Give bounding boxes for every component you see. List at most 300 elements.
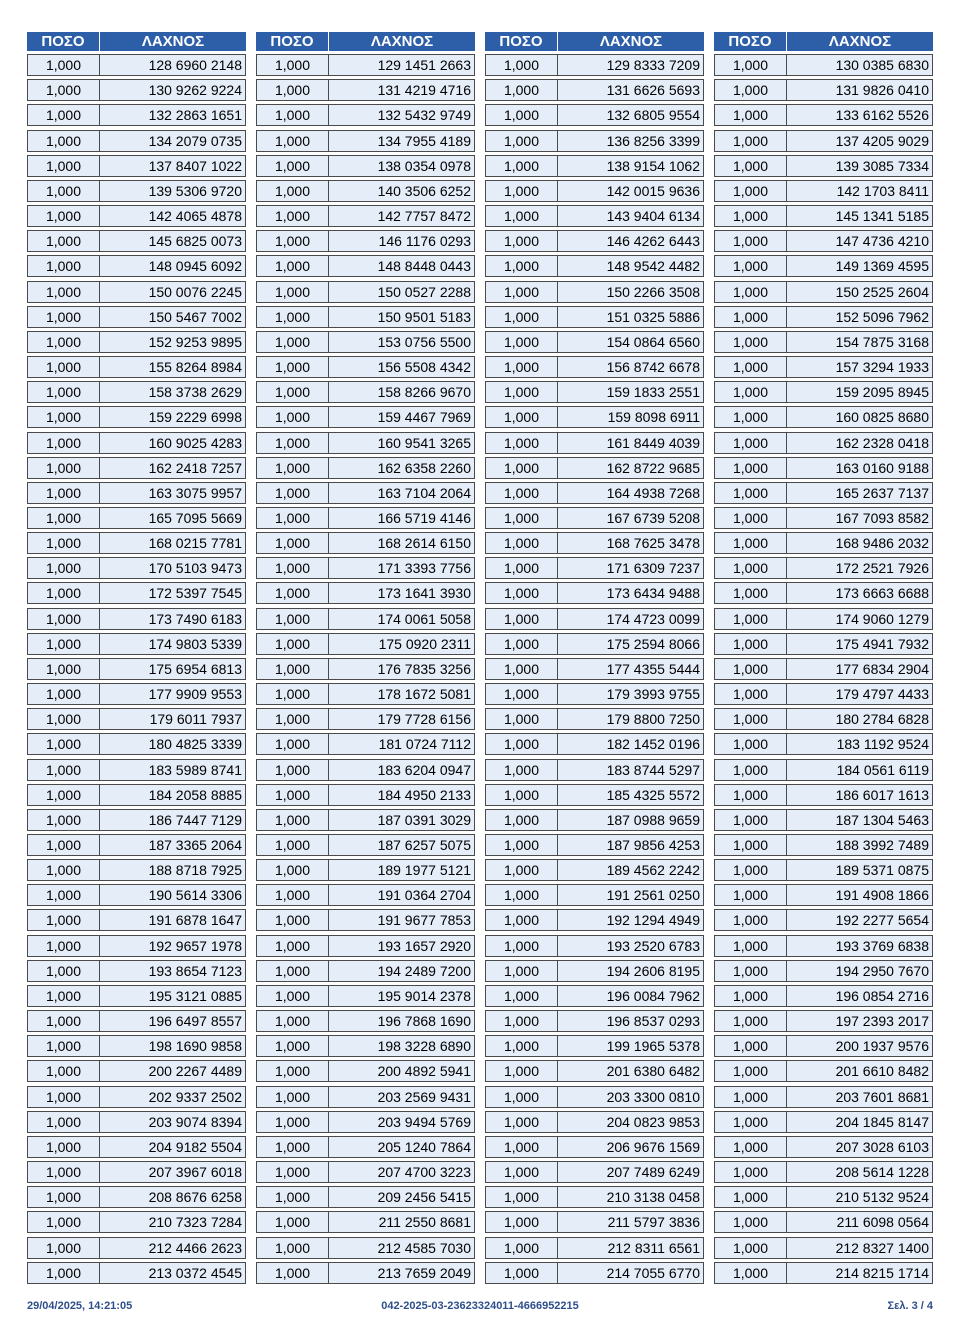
- table-header: [27, 32, 246, 51]
- amount-cell: 1,000: [486, 986, 558, 1006]
- amount-cell: 1,000: [486, 1212, 558, 1232]
- amount-cell: 1,000: [28, 760, 100, 780]
- lottery-number-cell: 159 4467 7969: [377, 409, 471, 426]
- lottery-number-cell: 207 4700 3223: [377, 1164, 471, 1181]
- table-row: [27, 1111, 246, 1133]
- lottery-number-cell: 185 4325 5572: [606, 786, 700, 803]
- table-row: [714, 935, 933, 957]
- table-row: [256, 608, 475, 630]
- amount-cell: 1,000: [715, 1087, 787, 1107]
- lottery-number-cell: 159 1833 2551: [606, 384, 700, 401]
- table-row: [485, 482, 704, 504]
- table-row: [256, 1161, 475, 1183]
- table-row: [256, 708, 475, 730]
- lottery-number-cell: 180 2784 6828: [835, 711, 929, 728]
- amount-cell: 1,000: [715, 885, 787, 905]
- lottery-number-cell: 175 6954 6813: [148, 660, 242, 677]
- lottery-number-cell: 214 8215 1714: [835, 1264, 929, 1281]
- amount-cell: 1,000: [715, 508, 787, 528]
- amount-cell: 1,000: [715, 407, 787, 427]
- table-row: [27, 809, 246, 831]
- lottery-number-cell: 150 0527 2288: [377, 283, 471, 300]
- amount-cell: 1,000: [257, 1137, 329, 1157]
- amount-cell: 1,000: [28, 986, 100, 1006]
- lottery-number-cell: 175 2594 8066: [606, 635, 700, 652]
- lottery-number-cell: 160 0825 8680: [835, 409, 929, 426]
- amount-cell: 1,000: [28, 206, 100, 226]
- amount-cell: 1,000: [257, 1061, 329, 1081]
- lottery-number-cell: 131 6626 5693: [606, 82, 700, 99]
- lottery-number-cell: 158 8266 9670: [377, 384, 471, 401]
- table-row: [27, 230, 246, 252]
- amount-cell: 1,000: [28, 1011, 100, 1031]
- table-row: [485, 658, 704, 680]
- amount-cell: 1,000: [715, 760, 787, 780]
- table-row: [485, 759, 704, 781]
- lottery-number-cell: 190 5614 3306: [148, 887, 242, 904]
- amount-cell: 1,000: [715, 483, 787, 503]
- amount-cell: 1,000: [257, 1238, 329, 1258]
- amount-cell: 1,000: [28, 1212, 100, 1232]
- amount-cell: 1,000: [28, 80, 100, 100]
- lottery-number-cell: 201 6380 6482: [606, 1063, 700, 1080]
- amount-cell: 1,000: [486, 55, 558, 75]
- amount-cell: 1,000: [28, 55, 100, 75]
- table-row: [714, 809, 933, 831]
- lottery-number-cell: 165 2637 7137: [835, 484, 929, 501]
- table-row: [27, 960, 246, 982]
- lottery-number-cell: 132 5432 9749: [377, 107, 471, 124]
- table-row: [485, 1186, 704, 1208]
- amount-cell: 1,000: [28, 433, 100, 453]
- table-row: [714, 1111, 933, 1133]
- amount-cell: 1,000: [715, 961, 787, 981]
- lottery-number-cell: 163 7104 2064: [377, 484, 471, 501]
- lottery-number-cell: 207 3028 6103: [835, 1138, 929, 1155]
- lottery-number-cell: 193 3769 6838: [835, 937, 929, 954]
- header-amount: ΠΟΣΟ: [714, 32, 787, 51]
- table-row: [256, 432, 475, 454]
- table-row: [27, 482, 246, 504]
- table-row: [256, 935, 475, 957]
- table-row: [256, 532, 475, 554]
- table-row: [256, 230, 475, 252]
- lottery-number-cell: 211 6098 0564: [836, 1214, 929, 1231]
- table-row: [714, 482, 933, 504]
- amount-cell: 1,000: [715, 1011, 787, 1031]
- amount-cell: 1,000: [28, 105, 100, 125]
- table-row: [485, 432, 704, 454]
- lottery-number-cell: 183 6204 0947: [377, 761, 471, 778]
- lottery-number-cell: 204 0823 9853: [606, 1113, 700, 1130]
- amount-cell: 1,000: [715, 860, 787, 880]
- table-header: [485, 32, 704, 51]
- amount-cell: 1,000: [28, 936, 100, 956]
- table-row: [714, 180, 933, 202]
- amount-cell: 1,000: [486, 382, 558, 402]
- lottery-number-cell: 181 0724 7112: [378, 736, 471, 753]
- table-row: [27, 79, 246, 101]
- amount-cell: 1,000: [715, 357, 787, 377]
- amount-cell: 1,000: [715, 1061, 787, 1081]
- header-amount: ΠΟΣΟ: [256, 32, 329, 51]
- lottery-number-cell: 200 2267 4489: [148, 1063, 242, 1080]
- amount-cell: 1,000: [715, 1263, 787, 1283]
- lottery-number-cell: 187 3365 2064: [148, 837, 242, 853]
- amount-cell: 1,000: [486, 1137, 558, 1157]
- lottery-number-cell: 202 9337 2502: [148, 1088, 242, 1105]
- amount-cell: 1,000: [715, 181, 787, 201]
- amount-cell: 1,000: [715, 910, 787, 930]
- lottery-number-cell: 191 0364 2704: [377, 887, 471, 904]
- amount-cell: 1,000: [257, 986, 329, 1006]
- header-lottery-number: ΛΑΧΝΟΣ: [828, 33, 892, 50]
- table-row: [485, 230, 704, 252]
- table-row: [27, 54, 246, 76]
- lottery-number-cell: 136 8256 3399: [606, 132, 700, 149]
- table-row: [27, 633, 246, 655]
- table-row: [714, 1186, 933, 1208]
- lottery-number-cell: 210 5132 9524: [835, 1189, 929, 1206]
- table-row: [714, 1060, 933, 1082]
- amount-cell: 1,000: [715, 936, 787, 956]
- amount-cell: 1,000: [486, 105, 558, 125]
- amount-cell: 1,000: [486, 1011, 558, 1031]
- amount-cell: 1,000: [28, 734, 100, 754]
- table-row: [714, 79, 933, 101]
- amount-cell: 1,000: [486, 910, 558, 930]
- lottery-number-cell: 159 2095 8945: [835, 384, 929, 401]
- amount-cell: 1,000: [486, 885, 558, 905]
- lottery-number-cell: 142 1703 8411: [836, 182, 929, 199]
- lottery-number-cell: 168 9486 2032: [835, 535, 929, 552]
- lottery-number-cell: 168 2614 6150: [377, 535, 471, 552]
- table-row: [485, 1111, 704, 1133]
- table-row: [714, 532, 933, 554]
- table-row: [485, 960, 704, 982]
- table-row: [714, 834, 933, 856]
- amount-cell: 1,000: [28, 785, 100, 805]
- table-row: [256, 482, 475, 504]
- amount-cell: 1,000: [28, 156, 100, 176]
- amount-cell: 1,000: [257, 181, 329, 201]
- amount-cell: 1,000: [28, 307, 100, 327]
- lottery-number-cell: 189 4562 2242: [606, 862, 700, 879]
- lottery-number-cell: 167 6739 5208: [606, 509, 700, 526]
- table-row: [714, 1136, 933, 1158]
- table-row: [485, 708, 704, 730]
- table-row: [485, 281, 704, 303]
- amount-cell: 1,000: [257, 332, 329, 352]
- table-row: [714, 960, 933, 982]
- table-row: [256, 557, 475, 579]
- amount-cell: 1,000: [28, 483, 100, 503]
- table-row: [27, 1237, 246, 1259]
- amount-cell: 1,000: [28, 1263, 100, 1283]
- lottery-number-cell: 195 9014 2378: [377, 987, 471, 1004]
- lottery-number-cell: 200 4892 5941: [377, 1063, 471, 1080]
- amount-cell: 1,000: [715, 307, 787, 327]
- table-row: [256, 281, 475, 303]
- amount-cell: 1,000: [486, 659, 558, 679]
- amount-cell: 1,000: [28, 910, 100, 930]
- table-row: [27, 834, 246, 856]
- amount-cell: 1,000: [257, 961, 329, 981]
- lottery-number-cell: 194 2489 7200: [377, 962, 471, 979]
- table-row: [27, 1211, 246, 1233]
- amount-cell: 1,000: [257, 483, 329, 503]
- lottery-number-cell: 172 5397 7545: [148, 585, 242, 602]
- amount-cell: 1,000: [257, 1036, 329, 1056]
- table-row: [27, 155, 246, 177]
- lottery-number-cell: 193 2520 6783: [606, 937, 700, 954]
- amount-cell: 1,000: [28, 1187, 100, 1207]
- lottery-number-cell: 153 0756 5500: [377, 333, 471, 350]
- table-row: [27, 733, 246, 755]
- lottery-number-cell: 212 8327 1400: [835, 1239, 929, 1256]
- table-row: [485, 306, 704, 328]
- amount-cell: 1,000: [257, 760, 329, 780]
- amount-cell: 1,000: [715, 583, 787, 603]
- lottery-number-cell: 211 5797 3836: [607, 1214, 700, 1231]
- table-row: [714, 708, 933, 730]
- table-row: [27, 784, 246, 806]
- lottery-number-cell: 211 2550 8681: [378, 1214, 471, 1231]
- lottery-number-cell: 171 6309 7237: [606, 560, 700, 577]
- amount-cell: 1,000: [257, 936, 329, 956]
- table-row: [27, 457, 246, 479]
- amount-cell: 1,000: [28, 609, 100, 629]
- amount-cell: 1,000: [28, 256, 100, 276]
- amount-cell: 1,000: [486, 860, 558, 880]
- lottery-number-cell: 143 9404 6134: [606, 208, 700, 225]
- amount-cell: 1,000: [715, 332, 787, 352]
- lottery-number-cell: 179 3993 9755: [606, 686, 700, 703]
- lottery-number-cell: 204 1845 8147: [835, 1113, 929, 1130]
- amount-cell: 1,000: [715, 156, 787, 176]
- amount-cell: 1,000: [486, 156, 558, 176]
- amount-cell: 1,000: [257, 1263, 329, 1283]
- lottery-number-cell: 186 6017 1613: [835, 786, 929, 803]
- amount-cell: 1,000: [257, 407, 329, 427]
- amount-cell: 1,000: [257, 533, 329, 553]
- table-row: [256, 381, 475, 403]
- table-row: [256, 633, 475, 655]
- lottery-number-cell: 170 5103 9473: [148, 560, 242, 577]
- lottery-number-cell: 130 9262 9224: [148, 82, 242, 99]
- lottery-number-cell: 191 6878 1647: [148, 912, 242, 929]
- lottery-number-cell: 129 1451 2663: [377, 57, 471, 74]
- amount-cell: 1,000: [28, 181, 100, 201]
- lottery-number-cell: 205 1240 7864: [377, 1138, 471, 1155]
- amount-cell: 1,000: [28, 533, 100, 553]
- lottery-number-cell: 212 4585 7030: [377, 1239, 471, 1256]
- table-row: [714, 759, 933, 781]
- amount-cell: 1,000: [715, 558, 787, 578]
- lottery-number-cell: 162 8722 9685: [606, 459, 700, 476]
- table-row: [256, 683, 475, 705]
- lottery-number-cell: 179 6011 7937: [149, 711, 242, 728]
- lottery-number-cell: 150 2266 3508: [606, 283, 700, 300]
- table-row: [256, 205, 475, 227]
- table-row: [485, 809, 704, 831]
- table-row: [27, 1010, 246, 1032]
- table-row: [256, 54, 475, 76]
- lottery-number-cell: 208 5614 1228: [835, 1164, 929, 1181]
- amount-cell: 1,000: [28, 1061, 100, 1081]
- lottery-number-cell: 145 1341 5185: [835, 208, 929, 225]
- table-row: [27, 1136, 246, 1158]
- lottery-number-cell: 212 4466 2623: [148, 1239, 242, 1256]
- table-row: [714, 909, 933, 931]
- amount-cell: 1,000: [715, 105, 787, 125]
- table-row: [27, 432, 246, 454]
- table-row: [27, 1086, 246, 1108]
- amount-cell: 1,000: [257, 709, 329, 729]
- lottery-number-cell: 130 0385 6830: [835, 57, 929, 74]
- amount-cell: 1,000: [486, 332, 558, 352]
- lottery-number-cell: 198 1690 9858: [148, 1038, 242, 1055]
- table-row: [27, 658, 246, 680]
- lottery-number-cell: 166 5719 4146: [377, 509, 471, 526]
- lottery-number-cell: 163 0160 9188: [835, 459, 929, 476]
- amount-cell: 1,000: [486, 609, 558, 629]
- amount-cell: 1,000: [715, 80, 787, 100]
- lottery-number-cell: 159 2229 6998: [148, 409, 242, 426]
- table-row: [27, 1161, 246, 1183]
- header-lottery-number: ΛΑΧΝΟΣ: [599, 33, 663, 50]
- amount-cell: 1,000: [715, 1187, 787, 1207]
- lottery-number-cell: 174 4723 0099: [606, 610, 700, 627]
- table-row: [485, 733, 704, 755]
- amount-cell: 1,000: [486, 835, 558, 855]
- table-row: [714, 54, 933, 76]
- amount-cell: 1,000: [486, 483, 558, 503]
- page-number: Σελ. 3 / 4: [887, 1300, 933, 1312]
- lottery-number-cell: 150 2525 2604: [835, 283, 929, 300]
- amount-cell: 1,000: [28, 684, 100, 704]
- table-row: [714, 432, 933, 454]
- table-row: [714, 1086, 933, 1108]
- table-row: [27, 608, 246, 630]
- table-row: [27, 507, 246, 529]
- amount-cell: 1,000: [715, 533, 787, 553]
- table-row: [485, 406, 704, 428]
- amount-cell: 1,000: [28, 131, 100, 151]
- table-row: [256, 1010, 475, 1032]
- table-row: [714, 205, 933, 227]
- lottery-number-cell: 196 6497 8557: [148, 1013, 242, 1030]
- lottery-number-cell: 179 7728 6156: [377, 711, 471, 728]
- table-row: [256, 306, 475, 328]
- lottery-number-cell: 192 1294 4949: [606, 912, 700, 929]
- table-row: [714, 281, 933, 303]
- amount-cell: 1,000: [257, 810, 329, 830]
- table-row: [256, 733, 475, 755]
- lottery-number-cell: 163 3075 9957: [148, 484, 242, 501]
- lottery-number-cell: 148 9542 4482: [606, 258, 700, 275]
- amount-cell: 1,000: [486, 785, 558, 805]
- amount-cell: 1,000: [28, 1036, 100, 1056]
- amount-cell: 1,000: [715, 810, 787, 830]
- amount-cell: 1,000: [486, 734, 558, 754]
- amount-cell: 1,000: [715, 282, 787, 302]
- lottery-number-cell: 201 6610 8482: [835, 1063, 929, 1080]
- lottery-number-cell: 193 8654 7123: [148, 962, 242, 979]
- amount-cell: 1,000: [486, 508, 558, 528]
- table-row: [714, 130, 933, 152]
- lottery-number-cell: 187 1304 5463: [835, 811, 929, 828]
- amount-cell: 1,000: [28, 282, 100, 302]
- lottery-number-cell: 149 1369 4595: [835, 258, 929, 275]
- amount-cell: 1,000: [28, 860, 100, 880]
- amount-cell: 1,000: [715, 785, 787, 805]
- table-row: [27, 859, 246, 881]
- amount-cell: 1,000: [257, 609, 329, 629]
- amount-cell: 1,000: [257, 1162, 329, 1182]
- amount-cell: 1,000: [257, 206, 329, 226]
- amount-cell: 1,000: [486, 231, 558, 251]
- lottery-number-cell: 179 4797 4433: [835, 686, 929, 703]
- table-row: [256, 960, 475, 982]
- table-row: [714, 859, 933, 881]
- lottery-number-cell: 173 1641 3930: [377, 585, 471, 602]
- table-row: [485, 1086, 704, 1108]
- lottery-number-cell: 129 8333 7209: [606, 57, 700, 74]
- header-amount: ΠΟΣΟ: [27, 32, 100, 51]
- lottery-number-cell: 196 7868 1690: [377, 1013, 471, 1030]
- lottery-number-cell: 168 0215 7781: [148, 535, 242, 552]
- lottery-number-cell: 179 8800 7250: [606, 711, 700, 728]
- amount-cell: 1,000: [257, 131, 329, 151]
- table-block: [27, 32, 246, 1284]
- table-row: [27, 1186, 246, 1208]
- amount-cell: 1,000: [257, 1087, 329, 1107]
- lottery-number-cell: 173 6434 9488: [606, 585, 700, 602]
- amount-cell: 1,000: [486, 684, 558, 704]
- lottery-number-cell: 138 9154 1062: [606, 157, 700, 174]
- lottery-number-cell: 188 3992 7489: [835, 837, 929, 853]
- amount-cell: 1,000: [486, 1036, 558, 1056]
- lottery-number-cell: 133 6162 5526: [835, 107, 929, 124]
- lottery-number-cell: 146 4262 6443: [606, 233, 700, 250]
- amount-cell: 1,000: [28, 1087, 100, 1107]
- amount-cell: 1,000: [715, 1137, 787, 1157]
- lottery-number-cell: 184 4950 2133: [377, 786, 471, 803]
- amount-cell: 1,000: [28, 583, 100, 603]
- lottery-number-cell: 142 4065 4878: [148, 208, 242, 225]
- lottery-number-cell: 174 0061 5058: [377, 610, 471, 627]
- lottery-number-cell: 191 9677 7853: [377, 912, 471, 929]
- table-row: [27, 130, 246, 152]
- print-datetime: 29/04/2025, 14:21:05: [27, 1300, 133, 1312]
- lottery-number-cell: 188 8718 7925: [148, 862, 242, 879]
- lottery-number-cell: 210 7323 7284: [148, 1214, 242, 1231]
- table-row: [27, 180, 246, 202]
- table-row: [256, 582, 475, 604]
- amount-cell: 1,000: [715, 231, 787, 251]
- lottery-number-cell: 187 9856 4253: [606, 837, 700, 853]
- amount-cell: 1,000: [715, 1036, 787, 1056]
- table-row: [714, 406, 933, 428]
- lottery-number-cell: 176 7835 3256: [377, 660, 471, 677]
- lottery-number-cell: 152 9253 9895: [148, 333, 242, 350]
- amount-cell: 1,000: [28, 885, 100, 905]
- lottery-number-cell: 160 9025 4283: [148, 434, 242, 451]
- table-block: [714, 32, 933, 1284]
- table-row: [714, 331, 933, 353]
- lottery-number-cell: 203 7601 8681: [835, 1088, 929, 1105]
